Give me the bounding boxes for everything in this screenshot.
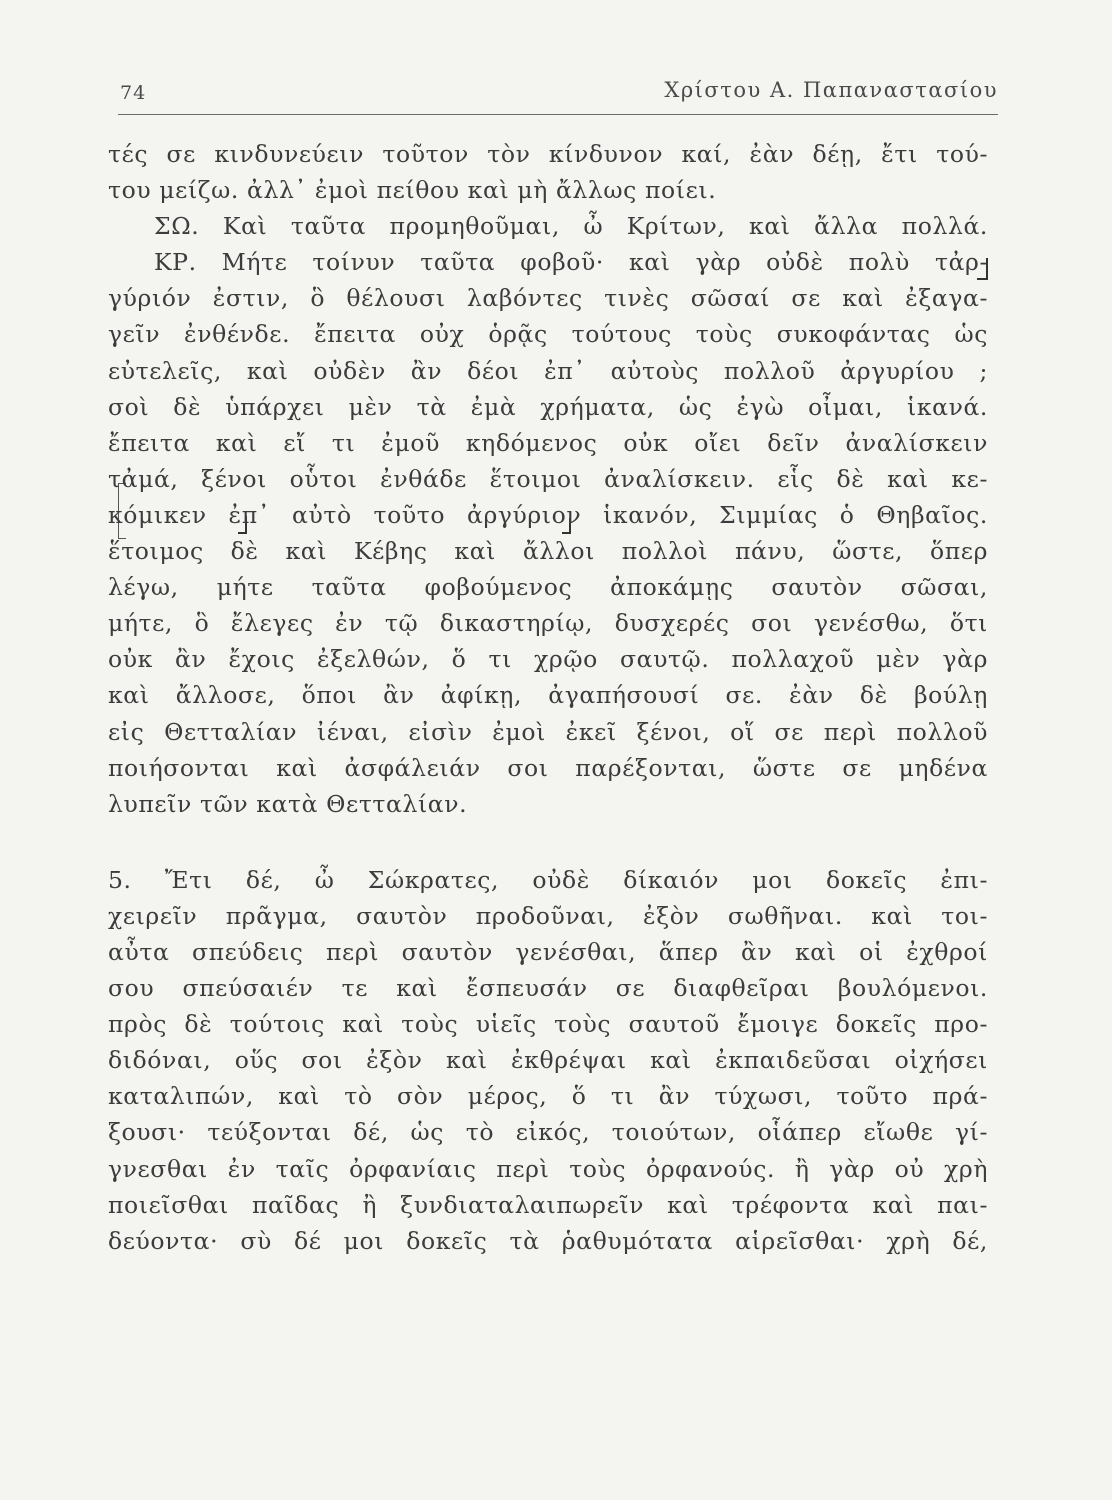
text-line: δεύοντα· σὺ δέ μοι δοκεῖς τὰ ῥαθυμότατα αἱρεῖσθαι· χρὴ δέ, xyxy=(108,1226,988,1255)
text-line: 5. Ἔτι δέ, ὦ Σώκρατες, οὐδὲ δίκαιόν μοι δοκεῖς ἐπι- xyxy=(108,865,988,894)
text-line: λυπεῖν τῶν κατὰ Θετταλίαν. xyxy=(108,789,468,818)
text-line: ἕτοιμος δὲ καὶ Κέβης καὶ ἄλλοι πολλοὶ πάνυ, ὥστε, ὅπερ xyxy=(108,537,988,566)
text-line: πρὸς δὲ τούτοις καὶ τοὺς υἱεῖς τοὺς σαυτοῦ ἔμοιγε δοκεῖς προ- xyxy=(108,1010,988,1039)
text-line: γνεσθαι ἐν ταῖς ὀρφανίαις περὶ τοὺς ὀρφανούς. ἢ γὰρ οὐ χρὴ xyxy=(108,1154,988,1183)
text-line: ποιήσονται καὶ ἀσφάλειάν σοι παρέξονται, ὥστε σε μηδένα xyxy=(108,753,988,782)
text-line: του μείζω. ἀλλ᾽ ἐμοὶ πείθου καὶ μὴ ἄλλως ποίει. xyxy=(108,176,717,205)
text-line: λέγω, μήτε ταῦτα φοβούμενος ἀποκάμῃς σαυτὸν σῶσαι, xyxy=(108,573,988,602)
page-number: 74 xyxy=(120,82,147,104)
text-line: γύριόν ἐστιν, ὃ θέλουσι λαβόντες τινὲς σῶσαί σε καὶ ἐξαγα- xyxy=(108,284,988,313)
section-gap xyxy=(108,822,988,862)
text-line: σου σπεύσαιέν τε καὶ ἔσπευσάν σε διαφθεῖραι βουλόμενοι. xyxy=(108,974,988,1003)
text-line: τἀμά, ξένοι οὗτοι ἐνθάδε ἕτοιμοι ἀναλίσκειν. εἷς δὲ καὶ κε- xyxy=(108,464,988,493)
text-line: αὖτα σπεύδεις περὶ σαυτὸν γενέσθαι, ἅπερ ἂν καὶ οἱ ἐχθροί xyxy=(108,937,988,966)
text-line: εἰς Θετταλίαν ἰέναι, εἰσὶν ἐμοὶ ἐκεῖ ξένοι, οἵ σε περὶ πολλοῦ xyxy=(108,717,988,746)
text-line: διδόναι, οὕς σοι ἐξὸν καὶ ἐκθρέψαι καὶ ἐκπαιδεῦσαι οἰχήσει xyxy=(108,1046,988,1075)
body-text xyxy=(108,136,988,1259)
text-line: κόμικεν ἐπ᾽ αὐτὸ τοῦτο ἀργύριον ἱκανόν, Σιμμίας ὁ Θηβαῖος. xyxy=(108,500,988,529)
header-rule xyxy=(118,114,998,115)
page-header xyxy=(118,70,998,106)
text-line: καὶ ἄλλοσε, ὅποι ἂν ἀφίκῃ, ἀγαπήσουσί σε. ἐὰν δὲ βούλῃ xyxy=(108,681,988,710)
text-line: ξουσι· τεύξονται δέ, ὡς τὸ εἰκός, τοιούτων, οἷάπερ εἴωθε γί- xyxy=(108,1118,988,1147)
text-line: ποιεῖσθαι παῖδας ἢ ξυνδιαταλαιπωρεῖν καὶ τρέφοντα καὶ παι- xyxy=(108,1190,988,1219)
text-line: ἔπειτα καὶ εἴ τι ἐμοῦ κηδόμενος οὐκ οἴει δεῖν ἀναλίσκειν xyxy=(108,428,988,457)
text-line: οὐκ ἂν ἔχοις ἐξελθών, ὅ τι χρῷο σαυτῷ. πολλαχοῦ μὲν γὰρ xyxy=(108,645,988,674)
text-line: ΚΡ. Μήτε τοίνυν ταῦτα φοβοῦ· καὶ γὰρ οὐδὲ πολὺ τἀρ- xyxy=(154,248,988,277)
text-line: γεῖν ἐνθένδε. ἔπειτα οὐχ ὁρᾷς τούτους τοὺς συκοφάντας ὡς xyxy=(108,320,988,349)
text-line: ΣΩ. Καὶ ταῦτα προμηθοῦμαι, ὦ Κρίτων, καὶ ἄλλα πολλά. xyxy=(154,212,988,241)
text-line: μήτε, ὃ ἔλεγες ἐν τῷ δικαστηρίῳ, δυσχερές σοι γενέσθω, ὅτι xyxy=(108,609,988,638)
text-line: καταλιπών, καὶ τὸ σὸν μέρος, ὅ τι ἂν τύχωσι, τοῦτο πρά- xyxy=(108,1082,988,1111)
running-head: Χρίστου Α. Παπαναστασίου xyxy=(664,78,998,102)
text-line: χειρεῖν πρᾶγμα, σαυτὸν προδοῦναι, ἐξὸν σωθῆναι. καὶ τοι- xyxy=(108,901,988,930)
text-line: σοὶ δὲ ὑπάρχει μὲν τὰ ἐμὰ χρήματα, ὡς ἐγὼ οἶμαι, ἱκανά. xyxy=(108,392,988,421)
text-line: τές σε κινδυνεύειν τοῦτον τὸν κίνδυνον καί, ἐὰν δέῃ, ἔτι τού- xyxy=(108,140,988,168)
text-line: εὐτελεῖς, καὶ οὐδὲν ἂν δέοι ἐπ᾽ αὐτοὺς πολλοῦ ἀργυρίου ; xyxy=(108,356,988,385)
